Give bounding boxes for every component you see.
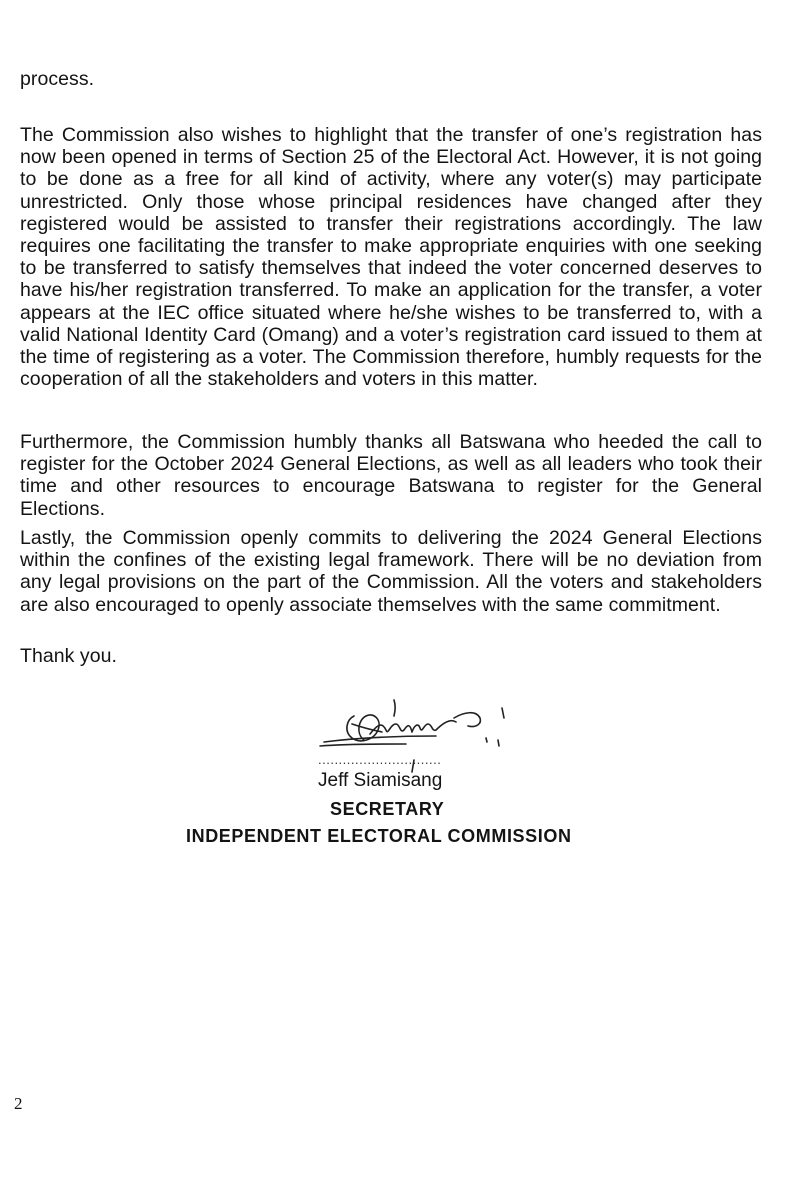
signatory-organization: INDEPENDENT ELECTORAL COMMISSION [186,826,572,846]
paragraph-text: Furthermore, the Commission humbly thanks all Batswana who heeded the call to register for the October 2024 General Elections, as well as all leaders who took their time and other resources to encourage Batswana to register for the General Elections. [20,431,762,520]
paragraph-text: The Commission also wishes to highlight that the transfer of one’s registration has now been opened in terms of Section 25 of the Electoral Act. However, it is not going to be done as a free for all kind of activity, where any voter(s) may participate unrestricted. Only those whose principal residences have changed after they registered would be assisted to transfer their registrations accordingly. The law requires one facilitating the transfer to make appropriate enquiries with one seeking to be transferred to satisfy themselves that indeed the voter concerned deserves to have his/her registration transferred. To make an application for the transfer, a voter appears at the IEC office situated where he/she wishes to be transferred to, with a valid National Identity Card (Omang) and a voter’s registration card issued to them at the time of registering as a voter. The Commission therefore, humbly requests for the cooperation of all the stakeholders and voters in this matter. [20,124,762,391]
paragraph-process [20,68,762,90]
signature-stroke [320,744,406,746]
paragraph-text: Lastly, the Commission openly commits to delivering the 2024 General Elections within the confines of the existing legal framework. There will be no deviation from any legal provisions on the part of the Commission. All the voters and stakeholders are also encouraged to openly associate themselves with the same commitment. [20,527,762,616]
paragraph-transfer-of-registration [20,124,762,390]
signatory-name: Jeff Siamisang [318,770,443,791]
signature-stroke [502,708,504,718]
signature-stroke [498,740,499,746]
page-number: 2 [14,1094,23,1113]
signature-dotted-line: .............................. [318,752,442,767]
signature-stroke [454,713,480,727]
closing-thank-you [20,645,762,667]
signature-stroke [486,738,487,742]
paragraph-text: process. [20,68,95,90]
paragraph-thanks-batswana [20,431,762,520]
signature-stroke [394,700,395,716]
paragraph-text: Thank you. [20,645,117,667]
signature-stroke [324,736,436,742]
signature-stroke [352,724,382,732]
paragraph-commitment [20,527,762,616]
signatory-title: SECRETARY [330,799,445,819]
signature-stroke [370,721,456,734]
